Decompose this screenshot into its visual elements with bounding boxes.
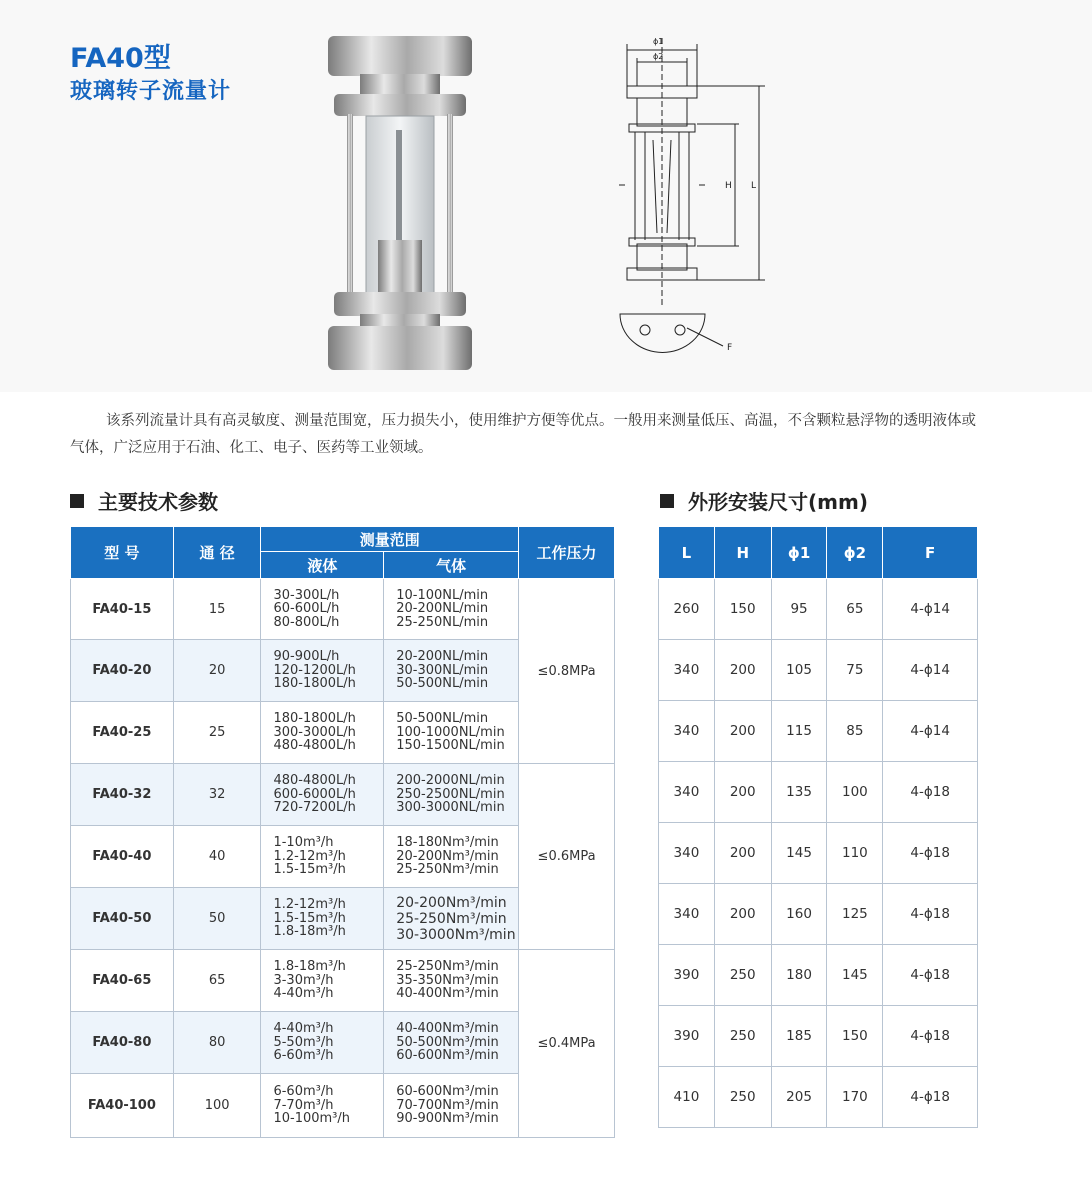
spec-section-heading — [70, 486, 218, 515]
header-model: 型 号 — [71, 527, 174, 579]
model-title: FA40型 — [70, 43, 171, 74]
h-cell: 200 — [714, 640, 771, 701]
f-cell: 4-ϕ14 — [883, 579, 978, 640]
liquid-range-cell: 1.2-12m³/h 1.5-15m³/h 1.8-18m³/h — [261, 888, 384, 950]
phi1-cell: 135 — [771, 762, 827, 823]
dimension-drawing — [605, 28, 785, 368]
phi2-cell: 125 — [827, 884, 883, 945]
model-cell: FA40-25 — [71, 702, 174, 764]
l-cell: 260 — [659, 579, 715, 640]
model-cell: FA40-65 — [71, 950, 174, 1012]
h-cell: 250 — [714, 1006, 771, 1067]
header-diameter: 通 径 — [173, 527, 261, 579]
f-cell: 4-ϕ18 — [883, 945, 978, 1006]
table-row — [659, 945, 978, 1006]
gas-range-cell: 25-250Nm³/min 35-350Nm³/min 40-400Nm³/min — [384, 950, 519, 1012]
dim-section-heading — [660, 486, 868, 515]
liquid-range-cell: 6-60m³/h 7-70m³/h 10-100m³/h — [261, 1074, 384, 1138]
phi2-label: ϕ2 — [653, 52, 664, 61]
header-l: L — [659, 527, 715, 579]
phi2-cell: 65 — [827, 579, 883, 640]
table-row — [71, 579, 615, 640]
f-cell: 4-ϕ18 — [883, 884, 978, 945]
model-cell: FA40-100 — [71, 1074, 174, 1138]
liquid-range-cell: 1.8-18m³/h 3-30m³/h 4-40m³/h — [261, 950, 384, 1012]
gas-range-cell: 60-600Nm³/min 70-700Nm³/min 90-900Nm³/min — [384, 1074, 519, 1138]
l-cell: 410 — [659, 1067, 715, 1128]
l-label: L — [751, 181, 757, 191]
diameter-cell: 25 — [173, 702, 261, 764]
dimension-table — [658, 526, 978, 1128]
pressure-cell: ≤0.4MPa — [519, 950, 615, 1138]
l-cell: 390 — [659, 945, 715, 1006]
table-row — [659, 579, 978, 640]
phi1-cell: 160 — [771, 884, 827, 945]
gas-range-cell: 20-200Nm³/min 25-250Nm³/min 30-3000Nm³/min — [384, 888, 519, 950]
phi1-label: ϕ1 — [653, 37, 664, 46]
phi2-cell: 170 — [827, 1067, 883, 1128]
gas-range-cell: 18-180Nm³/min 20-200Nm³/min 25-250Nm³/min — [384, 826, 519, 888]
phi1-cell: 205 — [771, 1067, 827, 1128]
model-cell: FA40-32 — [71, 764, 174, 826]
pressure-cell: ≤0.8MPa — [519, 579, 615, 764]
section-square-icon — [660, 494, 674, 508]
h-cell: 150 — [714, 579, 771, 640]
l-cell: 340 — [659, 884, 715, 945]
phi1-cell: 105 — [771, 640, 827, 701]
liquid-range-cell: 180-1800L/h 300-3000L/h 480-4800L/h — [261, 702, 384, 764]
table-row — [71, 950, 615, 1012]
f-cell: 4-ϕ18 — [883, 1067, 978, 1128]
liquid-range-cell: 4-40m³/h 5-50m³/h 6-60m³/h — [261, 1012, 384, 1074]
model-cell: FA40-50 — [71, 888, 174, 950]
phi1-cell: 95 — [771, 579, 827, 640]
header-f: F — [883, 527, 978, 579]
diameter-cell: 50 — [173, 888, 261, 950]
product-title: 玻璃转子流量计 — [70, 79, 232, 104]
product-description: 该系列流量计具有高灵敏度、测量范围宽，压力损失小，使用维护方便等优点。一般用来测量低压、高温，不含颗粒悬浮物的透明液体或气体，广泛应用于石油、化工、电子、医药等工业领域。 — [70, 413, 976, 456]
table-row — [659, 762, 978, 823]
phi2-cell: 85 — [827, 701, 883, 762]
table-row — [659, 701, 978, 762]
h-cell: 200 — [714, 884, 771, 945]
pressure-cell: ≤0.6MPa — [519, 764, 615, 950]
header-range: 测量范围 — [261, 527, 519, 552]
diameter-cell: 65 — [173, 950, 261, 1012]
spec-table — [70, 526, 615, 1138]
header-h: H — [714, 527, 771, 579]
h-cell: 250 — [714, 1067, 771, 1128]
phi1-cell: 145 — [771, 823, 827, 884]
header-gas: 气体 — [384, 552, 519, 579]
model-cell: FA40-40 — [71, 826, 174, 888]
l-cell: 340 — [659, 762, 715, 823]
phi2-cell: 145 — [827, 945, 883, 1006]
phi2-cell: 150 — [827, 1006, 883, 1067]
gas-range-cell: 50-500NL/min 100-1000NL/min 150-1500NL/min — [384, 702, 519, 764]
diameter-cell: 40 — [173, 826, 261, 888]
diameter-cell: 80 — [173, 1012, 261, 1074]
table-row — [659, 640, 978, 701]
h-label: H — [725, 181, 732, 191]
f-cell: 4-ϕ18 — [883, 823, 978, 884]
header-liquid: 液体 — [261, 552, 384, 579]
gas-range-cell: 200-2000NL/min 250-2500NL/min 300-3000NL/min — [384, 764, 519, 826]
table-row — [71, 764, 615, 826]
table-row — [659, 823, 978, 884]
liquid-range-cell: 1-10m³/h 1.2-12m³/h 1.5-15m³/h — [261, 826, 384, 888]
f-cell: 4-ϕ14 — [883, 701, 978, 762]
h-cell: 250 — [714, 945, 771, 1006]
liquid-range-cell: 90-900L/h 120-1200L/h 180-1800L/h — [261, 640, 384, 702]
diameter-cell: 15 — [173, 579, 261, 640]
section-square-icon — [70, 494, 84, 508]
l-cell: 340 — [659, 823, 715, 884]
liquid-range-cell: 30-300L/h 60-600L/h 80-800L/h — [261, 579, 384, 640]
flowmeter-photo — [320, 30, 480, 375]
h-cell: 200 — [714, 762, 771, 823]
table-row — [659, 1006, 978, 1067]
h-cell: 200 — [714, 701, 771, 762]
phi2-cell: 100 — [827, 762, 883, 823]
gas-range-cell: 10-100NL/min 20-200NL/min 25-250NL/min — [384, 579, 519, 640]
f-label: F — [727, 343, 733, 353]
diameter-cell: 20 — [173, 640, 261, 702]
table-row — [659, 1067, 978, 1128]
diameter-cell: 32 — [173, 764, 261, 826]
f-cell: 4-ϕ14 — [883, 640, 978, 701]
l-cell: 390 — [659, 1006, 715, 1067]
phi1-cell: 115 — [771, 701, 827, 762]
phi2-cell: 75 — [827, 640, 883, 701]
f-cell: 4-ϕ18 — [883, 1006, 978, 1067]
header-phi1: ϕ1 — [771, 527, 827, 579]
header-phi2: ϕ2 — [827, 527, 883, 579]
table-row — [659, 884, 978, 945]
dim-section-title: 外形安装尺寸(mm) — [688, 490, 868, 514]
header-pressure: 工作压力 — [519, 527, 615, 579]
h-cell: 200 — [714, 823, 771, 884]
spec-section-title: 主要技术参数 — [98, 490, 218, 514]
f-cell: 4-ϕ18 — [883, 762, 978, 823]
l-cell: 340 — [659, 701, 715, 762]
model-cell: FA40-20 — [71, 640, 174, 702]
model-cell: FA40-15 — [71, 579, 174, 640]
phi2-cell: 110 — [827, 823, 883, 884]
diameter-cell: 100 — [173, 1074, 261, 1138]
liquid-range-cell: 480-4800L/h 600-6000L/h 720-7200L/h — [261, 764, 384, 826]
model-cell: FA40-80 — [71, 1012, 174, 1074]
phi1-cell: 185 — [771, 1006, 827, 1067]
gas-range-cell: 40-400Nm³/min 50-500Nm³/min 60-600Nm³/min — [384, 1012, 519, 1074]
gas-range-cell: 20-200NL/min 30-300NL/min 50-500NL/min — [384, 640, 519, 702]
phi1-cell: 180 — [771, 945, 827, 1006]
l-cell: 340 — [659, 640, 715, 701]
